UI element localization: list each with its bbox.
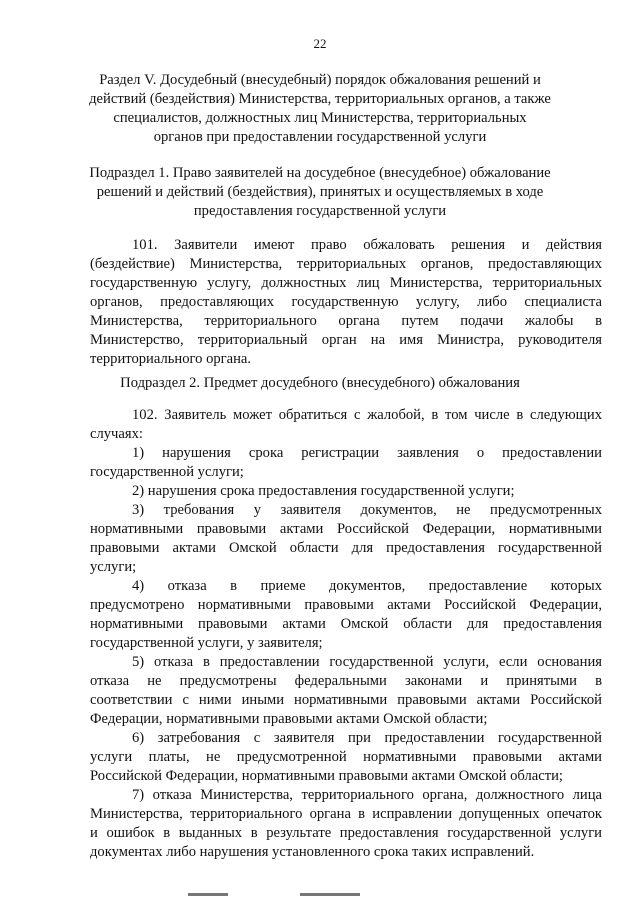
heading-line: специалистов, должностных лиц Министерства, территориальных [113,110,527,126]
list-item-line: 3) требования у заявителя документов, не предусмотренных [132,502,602,518]
scan-artifact [300,893,360,896]
list-item-line: соответствии с ними иными нормативными правовыми актами Российской [90,692,602,708]
heading-line: предоставления государственной услуги [193,203,447,219]
list-item-line: документах либо нарушения установленного срока таких исправлений. [90,844,535,860]
list-item-line: Российской Федерации, нормативными правовыми актами Омской области; [90,768,563,784]
list-item-line: услуги платы, не предусмотренной нормативными правовыми актами [90,749,602,765]
list-item-line: Федерации, нормативными правовыми актами Омской области; [90,711,488,727]
paragraph-line: 101. Заявители имеют право обжаловать решения и действия [132,237,602,253]
list-item-line: нормативными правовыми актами Омской области для предоставления [90,616,602,632]
paragraph-line: Министерства, территориального органа путем подачи жалобы в [90,313,602,329]
heading-line: Раздел V. Досудебный (внесудебный) порядок обжалования решений и [99,72,541,88]
page-number: 22 [313,36,327,51]
paragraph-line: территориального органа. [90,351,252,367]
list-item-line: и ошибок в выданных в результате предоставления государственной услуги [90,825,602,841]
scan-artifact [188,893,228,896]
list-item-line: 1) нарушения срока регистрации заявления о предоставлении [132,445,602,461]
subsection-2-heading: Подраздел 2. Предмет досудебного (внесудебного) обжалования [120,375,520,391]
heading-line: органов при предоставлении государственной услуги [153,129,487,145]
heading-line: Подраздел 1. Право заявителей на досудебное (внесудебное) обжалование [89,165,551,181]
paragraph-line: Министерство, территориальный орган на имя Министра, руководителя [90,332,602,348]
paragraph-line: (бездействие) Министерства, территориальных органов, предоставляющих [90,256,602,272]
list-item-line: государственной услуги; [90,464,244,480]
list-item-line: 6) затребования с заявителя при предоставлении государственной [132,730,602,746]
heading-line: действий (бездействия) Министерства, территориальных органов, а также [89,91,551,107]
paragraph-line: органов, предоставляющих государственную услугу, либо специалиста [90,294,602,310]
list-item-line: 5) отказа в предоставлении государственной услуги, если основания [132,654,602,670]
list-item-line: предусмотрено нормативными правовыми актами Российской Федерации, [90,597,602,613]
list-item-line: государственной услуги, у заявителя; [90,635,323,651]
list-item-line: 4) отказа в приеме документов, предоставление которых [132,578,602,594]
list-item-line: услуги; [90,559,137,575]
list-item-line: 7) отказа Министерства, территориального органа, должностного лица [132,787,602,803]
heading-line: решений и действий (бездействия), принятых и осуществляемых в ходе [96,184,544,200]
list-item-line: правовыми актами Омской области для предоставления государственной [90,540,602,556]
paragraph-line: случаях: [90,426,143,442]
paragraph-line: государственную услугу, должностных лиц Министерства, территориальных [90,275,602,291]
list-item-line: отказа не предусмотрены федеральными законами и принятыми в [90,673,602,689]
list-item-line: Министерства, территориального органа в исправлении допущенных опечаток [90,806,602,822]
paragraph-line: 102. Заявитель может обратиться с жалобой, в том числе в следующих [132,407,602,423]
list-item-line: нормативными правовыми актами Российской Федерации, нормативными [90,521,602,537]
list-item-line: 2) нарушения срока предоставления государственной услуги; [132,483,515,499]
